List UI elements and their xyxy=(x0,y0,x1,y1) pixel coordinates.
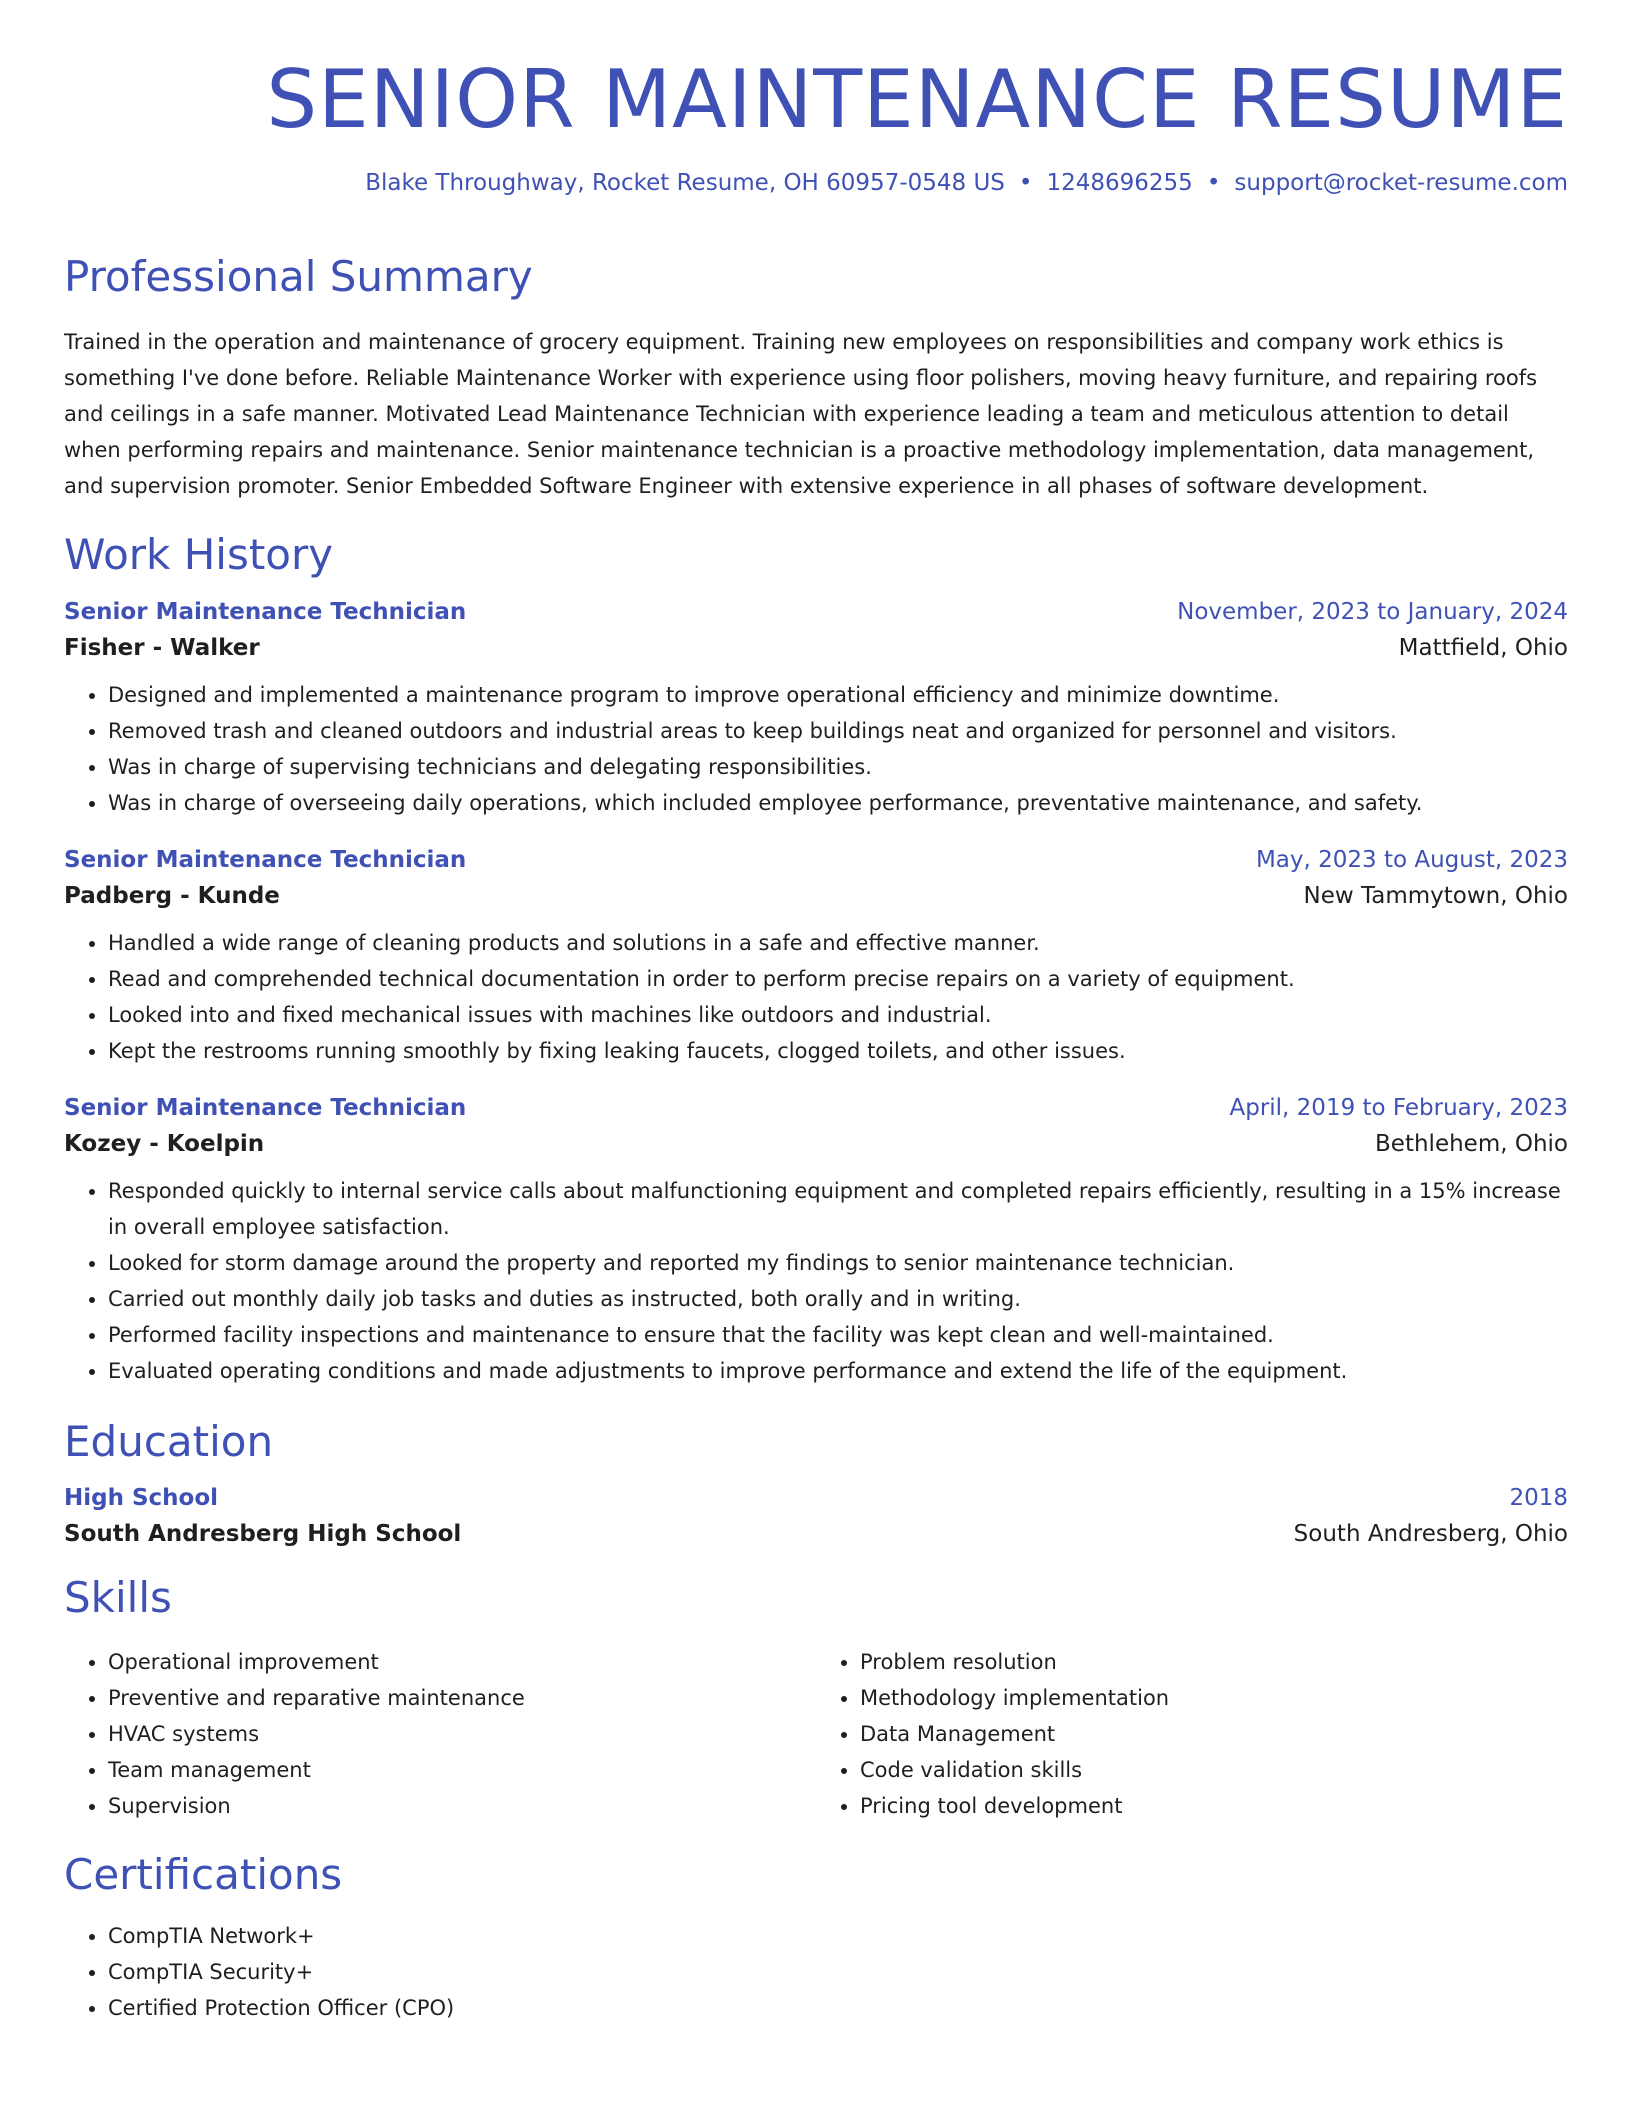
list-item: • Team management xyxy=(108,1752,816,1788)
summary-text: Trained in the operation and maintenance of grocery equipment. Training new employees on responsibilities and company work ethics is something I've done before. Reliable Maintenance Worker with experience using floor polishers, moving heavy furniture, and repairing roofs and ceilings in a safe manner. Motivated Lead Maintenance Technician with experience leading a team and meticulous attention to detail when performing repairs and maintenance. Senior maintenance technician is a proactive methodology implementation, data management, and supervision promoter. Senior Embedded Software Engineer with extensive experience in all phases of software development. xyxy=(64,330,1538,499)
section-title-education: Education xyxy=(64,1416,274,1466)
list-item: • Preventive and reparative maintenance xyxy=(108,1680,816,1716)
list-item: • Code validation skills xyxy=(860,1752,1568,1788)
list-item: • Designed and implemented a maintenance program to improve operational efficiency and minimize downtime. xyxy=(108,677,1568,713)
job-company: Fisher - Walker xyxy=(64,634,260,661)
contact-address: Blake Throughway, Rocket Resume, OH 60957-0548 US xyxy=(365,170,1005,196)
job-bullets xyxy=(64,925,1568,1069)
contact-email[interactable]: support@rocket-resume.com xyxy=(1234,170,1568,196)
list-item: • Was in charge of overseeing daily operations, which included employee performance, preventative maintenance, and safety. xyxy=(108,785,1568,821)
job-location: New Tammytown, Ohio xyxy=(1303,882,1568,909)
certifications-list xyxy=(64,1918,1568,2026)
job-entry xyxy=(64,1095,1568,1389)
contact-line xyxy=(64,170,1568,196)
list-item: • Operational improvement xyxy=(108,1644,816,1680)
list-item: • Supervision xyxy=(108,1788,816,1824)
list-item: • Removed trash and cleaned outdoors and industrial areas to keep buildings neat and organized for personnel and visitors. xyxy=(108,713,1568,749)
job-date: November, 2023 to January, 2024 xyxy=(1177,598,1568,625)
education-entry xyxy=(64,1485,1568,1547)
job-entry xyxy=(64,847,1568,1069)
job-company: Padberg - Kunde xyxy=(64,882,280,909)
list-item: • Pricing tool development xyxy=(860,1788,1568,1824)
list-item: • Problem resolution xyxy=(860,1644,1568,1680)
education-year: 2018 xyxy=(1509,1485,1568,1512)
skills-column-left xyxy=(64,1644,816,1824)
list-item: • Performed facility inspections and maintenance to ensure that the facility was kept clean and well-maintained. xyxy=(108,1317,1568,1353)
contact-separator: • xyxy=(1206,170,1221,196)
list-item: • Data Management xyxy=(860,1716,1568,1752)
list-item: • Responded quickly to internal service calls about malfunctioning equipment and completed repairs efficiently, resulting in a 15% increase in overall employee satisfaction. xyxy=(108,1173,1568,1245)
contact-separator: • xyxy=(1018,170,1033,196)
list-item: • Read and comprehended technical documentation in order to perform precise repairs on a variety of equipment. xyxy=(108,961,1568,997)
list-item: • Handled a wide range of cleaning products and solutions in a safe and effective manner. xyxy=(108,925,1568,961)
list-item: • Looked for storm damage around the property and reported my findings to senior maintenance technician. xyxy=(108,1245,1568,1281)
education-location: South Andresberg, Ohio xyxy=(1293,1521,1568,1548)
job-title: Senior Maintenance Technician xyxy=(64,1094,467,1121)
education-degree: High School xyxy=(64,1485,219,1512)
list-item: • Evaluated operating conditions and made adjustments to improve performance and extend the life of the equipment. xyxy=(108,1353,1568,1389)
list-item: • CompTIA Network+ xyxy=(108,1918,1568,1954)
section-title-summary: Professional Summary xyxy=(64,252,533,301)
section-title-work: Work History xyxy=(64,530,334,580)
job-location: Bethlehem, Ohio xyxy=(1375,1130,1568,1157)
list-item: • Was in charge of supervising technicians and delegating responsibilities. xyxy=(108,749,1568,785)
job-company: Kozey - Koelpin xyxy=(64,1130,265,1157)
section-title-skills: Skills xyxy=(64,1573,172,1623)
contact-phone: 1248696255 xyxy=(1046,170,1193,196)
list-item: • Kept the restrooms running smoothly by fixing leaking faucets, clogged toilets, and other issues. xyxy=(108,1033,1568,1069)
job-entry xyxy=(64,599,1568,821)
job-title: Senior Maintenance Technician xyxy=(64,598,467,625)
list-item: • HVAC systems xyxy=(108,1716,816,1752)
list-item: • Carried out monthly daily job tasks and duties as instructed, both orally and in writing. xyxy=(108,1281,1568,1317)
job-title: Senior Maintenance Technician xyxy=(64,846,467,873)
job-date: April, 2019 to February, 2023 xyxy=(1229,1094,1568,1121)
education-school: South Andresberg High School xyxy=(64,1521,462,1548)
job-date: May, 2023 to August, 2023 xyxy=(1255,846,1568,873)
list-item: • Certified Protection Officer (CPO) xyxy=(108,1990,1568,2026)
resume-title: SENIOR MAINTENANCE RESUME xyxy=(266,53,1568,146)
skills-list xyxy=(64,1644,1568,1824)
job-bullets xyxy=(64,1173,1568,1389)
list-item: • Looked into and fixed mechanical issues with machines like outdoors and industrial. xyxy=(108,997,1568,1033)
skills-column-right xyxy=(816,1644,1568,1824)
section-title-certifications: Certifications xyxy=(64,1849,343,1899)
list-item: • Methodology implementation xyxy=(860,1680,1568,1716)
job-bullets xyxy=(64,677,1568,821)
list-item: • CompTIA Security+ xyxy=(108,1954,1568,1990)
job-location: Mattfield, Ohio xyxy=(1398,634,1568,661)
